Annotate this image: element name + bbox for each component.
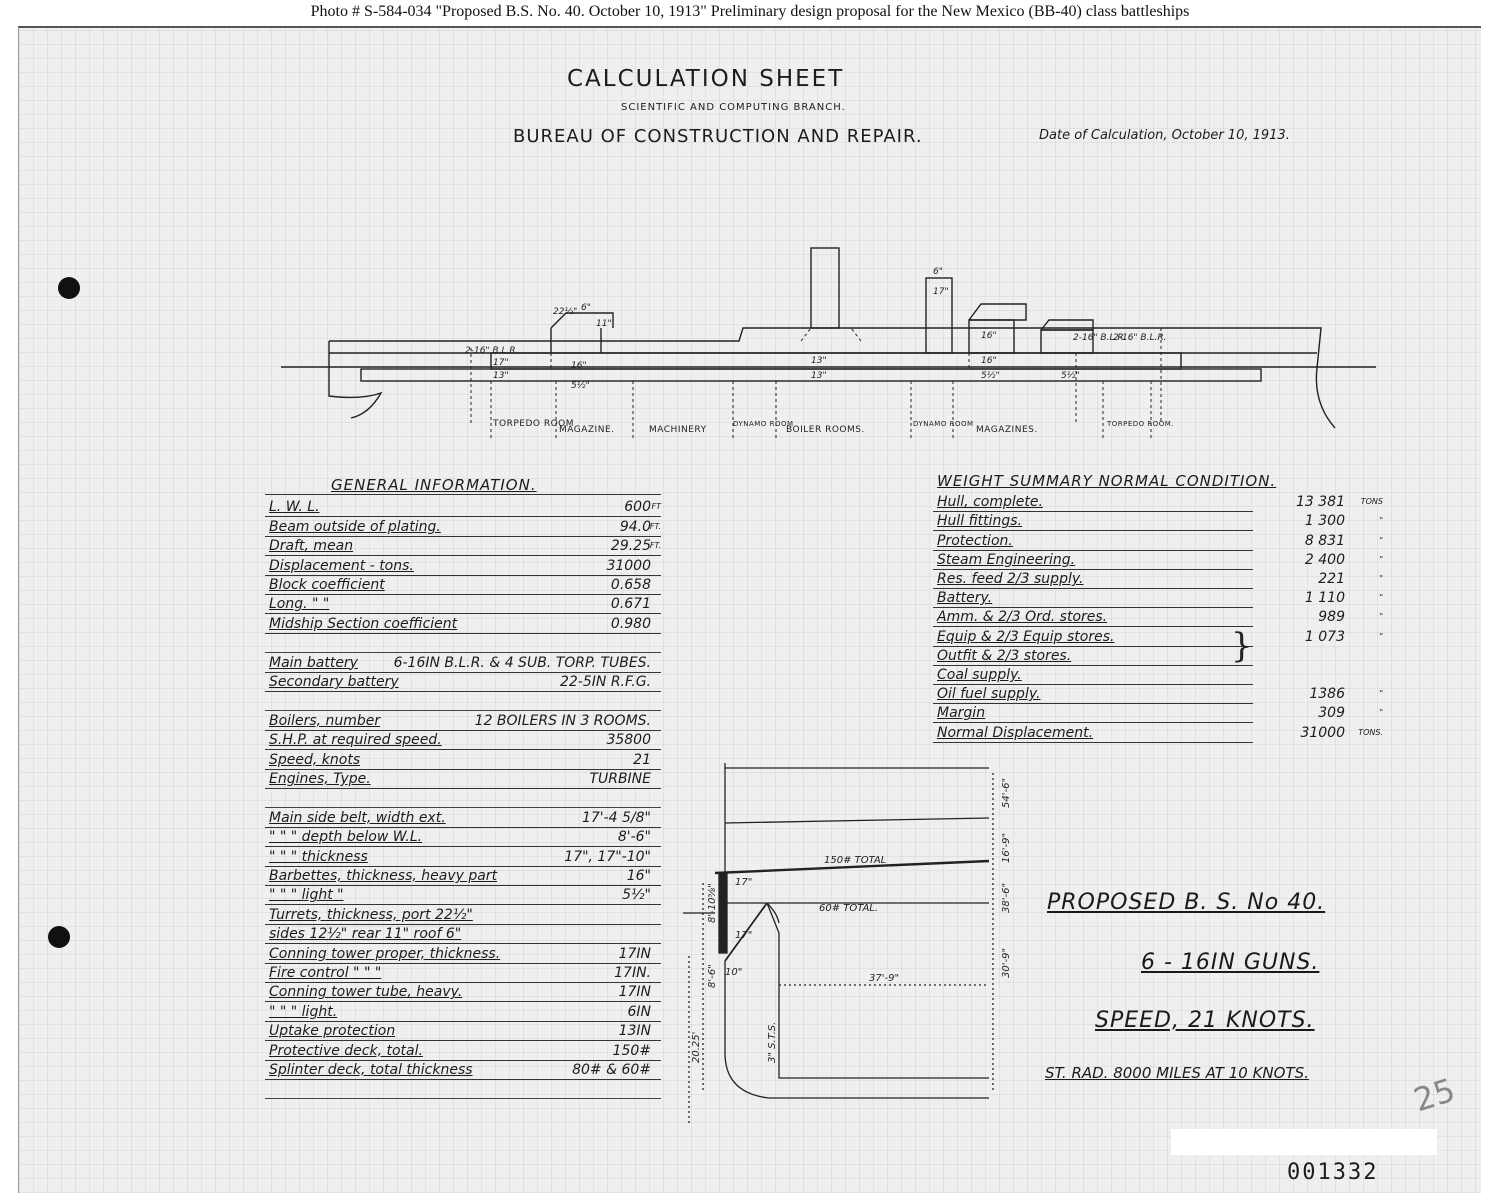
compartment-label: TORPEDO ROOM.: [1107, 420, 1175, 428]
weight-row-label: Outfit & 2/3 stores.: [937, 647, 1072, 664]
weight-row-value: 221: [1318, 570, 1345, 587]
general-info-row-unit: FT: [651, 502, 661, 512]
weight-row: [933, 608, 1383, 627]
general-info-row-label: L. W. L.: [269, 499, 320, 516]
weight-row-label: Normal Displacement.: [937, 724, 1094, 741]
section-label: 20.25': [691, 1031, 702, 1063]
weight-row-value: 309: [1318, 705, 1345, 722]
general-info-row: [265, 1002, 661, 1021]
general-info-row: [265, 1022, 661, 1041]
weight-row-unit: ": [1379, 612, 1383, 622]
calculation-date: Date of Calculation, October 10, 1913.: [1039, 128, 1290, 143]
weight-row-label: Equip & 2/3 Equip stores.: [937, 628, 1115, 645]
profile-label: 13": [493, 371, 509, 381]
general-info-row-value: 6IN: [627, 1003, 651, 1020]
weight-row-label: Protection.: [937, 532, 1013, 549]
general-info-row: [265, 498, 661, 517]
weight-row-label: Oil fuel supply.: [937, 686, 1041, 703]
general-info-row-label: Draft, mean: [269, 538, 354, 555]
profile-label: 5½": [1061, 371, 1080, 381]
weight-row-value: 2 400: [1304, 551, 1345, 568]
weight-row-unit: ": [1379, 631, 1383, 641]
weight-row-label: Res. feed 2/3 supply.: [937, 570, 1084, 587]
general-info-row: [265, 673, 661, 692]
general-info-row: [265, 614, 661, 633]
general-info-row: [265, 983, 661, 1002]
weight-row: [933, 685, 1383, 704]
profile-label: 2-16" B.L.R.: [465, 346, 519, 356]
section-label: 8'-6": [707, 964, 718, 988]
weight-row-label: Steam Engineering.: [937, 551, 1076, 568]
proposal-radius: ST. RAD. 8000 MILES AT 10 KNOTS.: [1045, 1064, 1309, 1082]
weight-row-unit: ": [1379, 573, 1383, 583]
general-info-row-value: 17IN: [618, 984, 651, 1001]
weight-row: [933, 627, 1383, 646]
punch-hole-bottom: [48, 926, 70, 948]
general-info-row-label: Beam outside of plating.: [269, 518, 441, 535]
compartment-label: TORPEDO ROOM: [493, 419, 575, 429]
general-info-row-value: 31000: [606, 557, 651, 574]
general-info-row-value: 16": [626, 867, 651, 884]
weight-row-unit: ": [1379, 535, 1383, 545]
general-info-row: [265, 595, 661, 614]
general-info-row: [265, 750, 661, 769]
general-info-row-label: Midship Section coefficient: [269, 615, 458, 632]
general-info-row-label: Splinter deck, total thickness: [269, 1061, 473, 1078]
weight-row-unit: ": [1379, 516, 1383, 526]
general-info-row-label: " " " thickness: [269, 848, 368, 865]
weight-row-value: 8 831: [1304, 532, 1345, 549]
weight-row-unit: TONS.: [1358, 727, 1383, 737]
calculation-sheet: [18, 26, 1481, 1193]
general-info-row-value: 13IN: [618, 1023, 651, 1040]
general-info-row-value: 0.980: [610, 615, 651, 632]
weight-summary-table: [933, 493, 1383, 753]
general-info-row: [265, 576, 661, 595]
compartment-label: BOILER ROOMS.: [786, 425, 865, 435]
general-info-row-label: Fire control " " ": [269, 964, 382, 981]
general-info-row: [265, 886, 661, 905]
general-info-row-label: Engines, Type.: [269, 770, 371, 787]
general-info-row: [265, 770, 661, 789]
general-info-row: [265, 537, 661, 556]
general-info-row-label: Main side belt, width ext.: [269, 809, 446, 826]
general-info-row: [265, 808, 661, 827]
general-info-row: [265, 556, 661, 575]
brace-mark: }: [1231, 626, 1253, 666]
proposal-guns: 6 - 16IN GUNS.: [1141, 950, 1320, 975]
general-info-row-value: 35800: [606, 732, 651, 749]
general-info-row: [265, 905, 661, 924]
general-info-row-unit: FT.: [649, 521, 661, 531]
general-info-row: [265, 847, 661, 866]
general-info-row-value: 0.671: [610, 596, 651, 613]
general-info-row: [265, 711, 661, 730]
midship-section-drawing: [659, 763, 1012, 1113]
weight-row-unit: ": [1379, 554, 1383, 564]
section-label: 17": [735, 877, 753, 888]
weight-row: [933, 512, 1383, 531]
general-info-row-label: " " " light ": [269, 887, 344, 904]
general-info-table: [265, 498, 661, 1118]
general-info-row: [265, 692, 661, 711]
weight-row: [933, 551, 1383, 570]
general-info-row-value: 12 BOILERS IN 3 ROOMS.: [474, 712, 651, 729]
section-label: 10": [725, 967, 743, 978]
general-info-row-label: Barbettes, thickness, heavy part: [269, 867, 498, 884]
weight-row-label: Battery.: [937, 590, 993, 607]
weight-row: [933, 589, 1383, 608]
weight-row-label: Hull fittings.: [937, 513, 1023, 530]
weight-row-value: 1 300: [1304, 513, 1345, 530]
compartment-label: DYNAMO ROOM: [733, 420, 794, 428]
general-info-row-value: 80# & 60#: [572, 1061, 651, 1078]
archive-stamp: 001332: [1287, 1160, 1379, 1185]
general-info-row-value: 150#: [612, 1042, 651, 1059]
weight-summary-heading: WEIGHT SUMMARY NORMAL CONDITION.: [937, 472, 1277, 490]
profile-label: 16": [571, 361, 587, 371]
general-info-row-value: 17IN.: [614, 964, 651, 981]
weight-row-value: 31000: [1300, 724, 1345, 741]
weight-row-value: 1386: [1309, 686, 1345, 703]
weight-row-value: 13 381: [1296, 494, 1345, 511]
general-info-row-value: 17'-4 5/8": [581, 809, 651, 826]
profile-label: 2-16" B.L.R.: [1073, 333, 1127, 343]
profile-label: 5½": [981, 371, 1000, 381]
general-info-row-value: 5½": [622, 887, 651, 904]
section-label: 150# TOTAL: [824, 855, 887, 866]
section-label: 60# TOTAL.: [819, 903, 879, 914]
general-info-row: [265, 731, 661, 750]
general-info-row-label: Boilers, number: [269, 712, 381, 729]
section-label: 16'-9": [1001, 832, 1012, 863]
general-info-row-value: 29.25: [610, 538, 651, 555]
weight-row: [933, 531, 1383, 550]
ship-profile-drawing: [281, 238, 1391, 438]
section-label: 37'-9": [869, 973, 900, 984]
general-info-row-value: 21: [633, 751, 651, 768]
profile-label: 16": [981, 331, 997, 341]
section-label: 38'-6": [1001, 882, 1012, 913]
section-label: 17": [735, 930, 753, 941]
general-info-row-value: TURBINE: [589, 770, 651, 787]
profile-label: 22½": [553, 307, 578, 317]
general-info-row-label: Conning tower proper, thickness.: [269, 945, 501, 962]
weight-row: [933, 704, 1383, 723]
general-info-row-label: Secondary battery: [269, 673, 399, 690]
general-info-row-label: Main battery: [269, 654, 358, 671]
weight-row-unit: TONS: [1360, 497, 1383, 507]
weight-row-label: Amm. & 2/3 Ord. stores.: [937, 609, 1108, 626]
sheet-subtitle: SCIENTIFIC AND COMPUTING BRANCH.: [621, 102, 846, 113]
weight-row-value: 1 073: [1304, 628, 1345, 645]
general-info-row-value: 8'-6": [617, 829, 651, 846]
proposal-speed: SPEED, 21 KNOTS.: [1095, 1008, 1315, 1033]
profile-label: 5½": [571, 381, 590, 391]
section-label: 3" S.T.S.: [767, 1021, 778, 1063]
general-info-row-value: 17IN: [618, 945, 651, 962]
margin-note: 25: [1409, 1070, 1460, 1120]
general-info-row: [265, 789, 661, 808]
general-info-row-label: Protective deck, total.: [269, 1042, 423, 1059]
general-info-row-value: 22-5IN R.F.G.: [560, 673, 651, 690]
section-label: 30'-9": [1001, 947, 1012, 978]
compartment-label: MAGAZINE.: [559, 425, 615, 435]
bureau-name: BUREAU OF CONSTRUCTION AND REPAIR.: [513, 126, 923, 147]
general-info-row: [265, 867, 661, 886]
weight-row-value: 1 110: [1304, 590, 1345, 607]
general-info-row-label: Turrets, thickness, port 22½": [269, 906, 473, 923]
profile-label: 11": [596, 319, 612, 329]
general-info-row: [265, 925, 661, 944]
sheet-title: CALCULATION SHEET: [567, 66, 845, 92]
general-info-row-label: Displacement - tons.: [269, 557, 414, 574]
general-info-row-label: Block coefficient: [269, 576, 385, 593]
general-info-row: [265, 1041, 661, 1060]
general-info-row-value: 94.0: [619, 518, 651, 535]
profile-label: 17": [493, 358, 509, 368]
general-info-row-label: Speed, knots: [269, 751, 361, 768]
general-info-row: [265, 634, 661, 653]
section-label: 8'-10⅝": [707, 883, 718, 923]
section-label: 54'-6": [1001, 777, 1012, 808]
profile-label: 13": [811, 371, 827, 381]
weight-row-unit: ": [1379, 708, 1383, 718]
punch-hole-top: [58, 277, 80, 299]
general-info-row-value: 600: [624, 499, 651, 516]
profile-label: 17": [933, 287, 949, 297]
general-info-row: [265, 828, 661, 847]
weight-row-label: Hull, complete.: [937, 494, 1043, 511]
compartment-label: MACHINERY: [649, 425, 707, 435]
general-info-row-value: 6-16IN B.L.R. & 4 SUB. TORP. TUBES.: [393, 654, 651, 671]
proposal-title: PROPOSED B. S. No 40.: [1047, 890, 1326, 915]
general-info-row-value: 17", 17"-10": [564, 848, 651, 865]
profile-label: 13": [811, 356, 827, 366]
general-info-row: [265, 653, 661, 672]
redaction-box: [1171, 1129, 1437, 1155]
compartment-label: DYNAMO ROOM: [913, 420, 974, 428]
general-info-heading: GENERAL INFORMATION.: [331, 476, 537, 494]
general-info-row-label: S.H.P. at required speed.: [269, 732, 442, 749]
weight-row: [933, 723, 1383, 742]
general-info-row-label: " " " depth below W.L.: [269, 829, 423, 846]
weight-row: [933, 666, 1253, 685]
weight-row: [933, 647, 1253, 666]
weight-row-label: Coal supply.: [937, 666, 1022, 683]
weight-row-unit: ": [1379, 593, 1383, 603]
general-info-row: [265, 517, 661, 536]
weight-row: [933, 493, 1383, 512]
general-info-row-label: Uptake protection: [269, 1023, 396, 1040]
compartment-label: MAGAZINES.: [976, 425, 1038, 435]
general-info-row-label: Conning tower tube, heavy.: [269, 984, 463, 1001]
general-info-row-label: " " " light.: [269, 1003, 338, 1020]
profile-label: 6": [933, 267, 943, 277]
general-info-rule: [265, 494, 661, 495]
profile-label: 2-16" B.L.R.: [1113, 333, 1167, 343]
general-info-row: [265, 1080, 661, 1099]
general-info-row-value: 0.658: [610, 576, 651, 593]
weight-row: [933, 570, 1383, 589]
weight-row-label: Margin: [937, 705, 986, 722]
general-info-row-label: sides 12½" rear 11" roof 6": [269, 926, 462, 943]
weight-row-unit: ": [1379, 689, 1383, 699]
photo-caption: Photo # S-584-034 "Proposed B.S. No. 40. October 10, 1913" Preliminary design proposal for the New Mexico (BB-40) class battleships: [0, 0, 1500, 24]
general-info-row: [265, 964, 661, 983]
general-info-row-label: Long. " ": [269, 596, 330, 613]
profile-label: 6": [581, 303, 591, 313]
general-info-row: [265, 944, 661, 963]
weight-row-value: 989: [1318, 609, 1345, 626]
general-info-row-unit: FT.: [649, 541, 661, 551]
profile-label: 16": [981, 356, 997, 366]
general-info-row: [265, 1061, 661, 1080]
